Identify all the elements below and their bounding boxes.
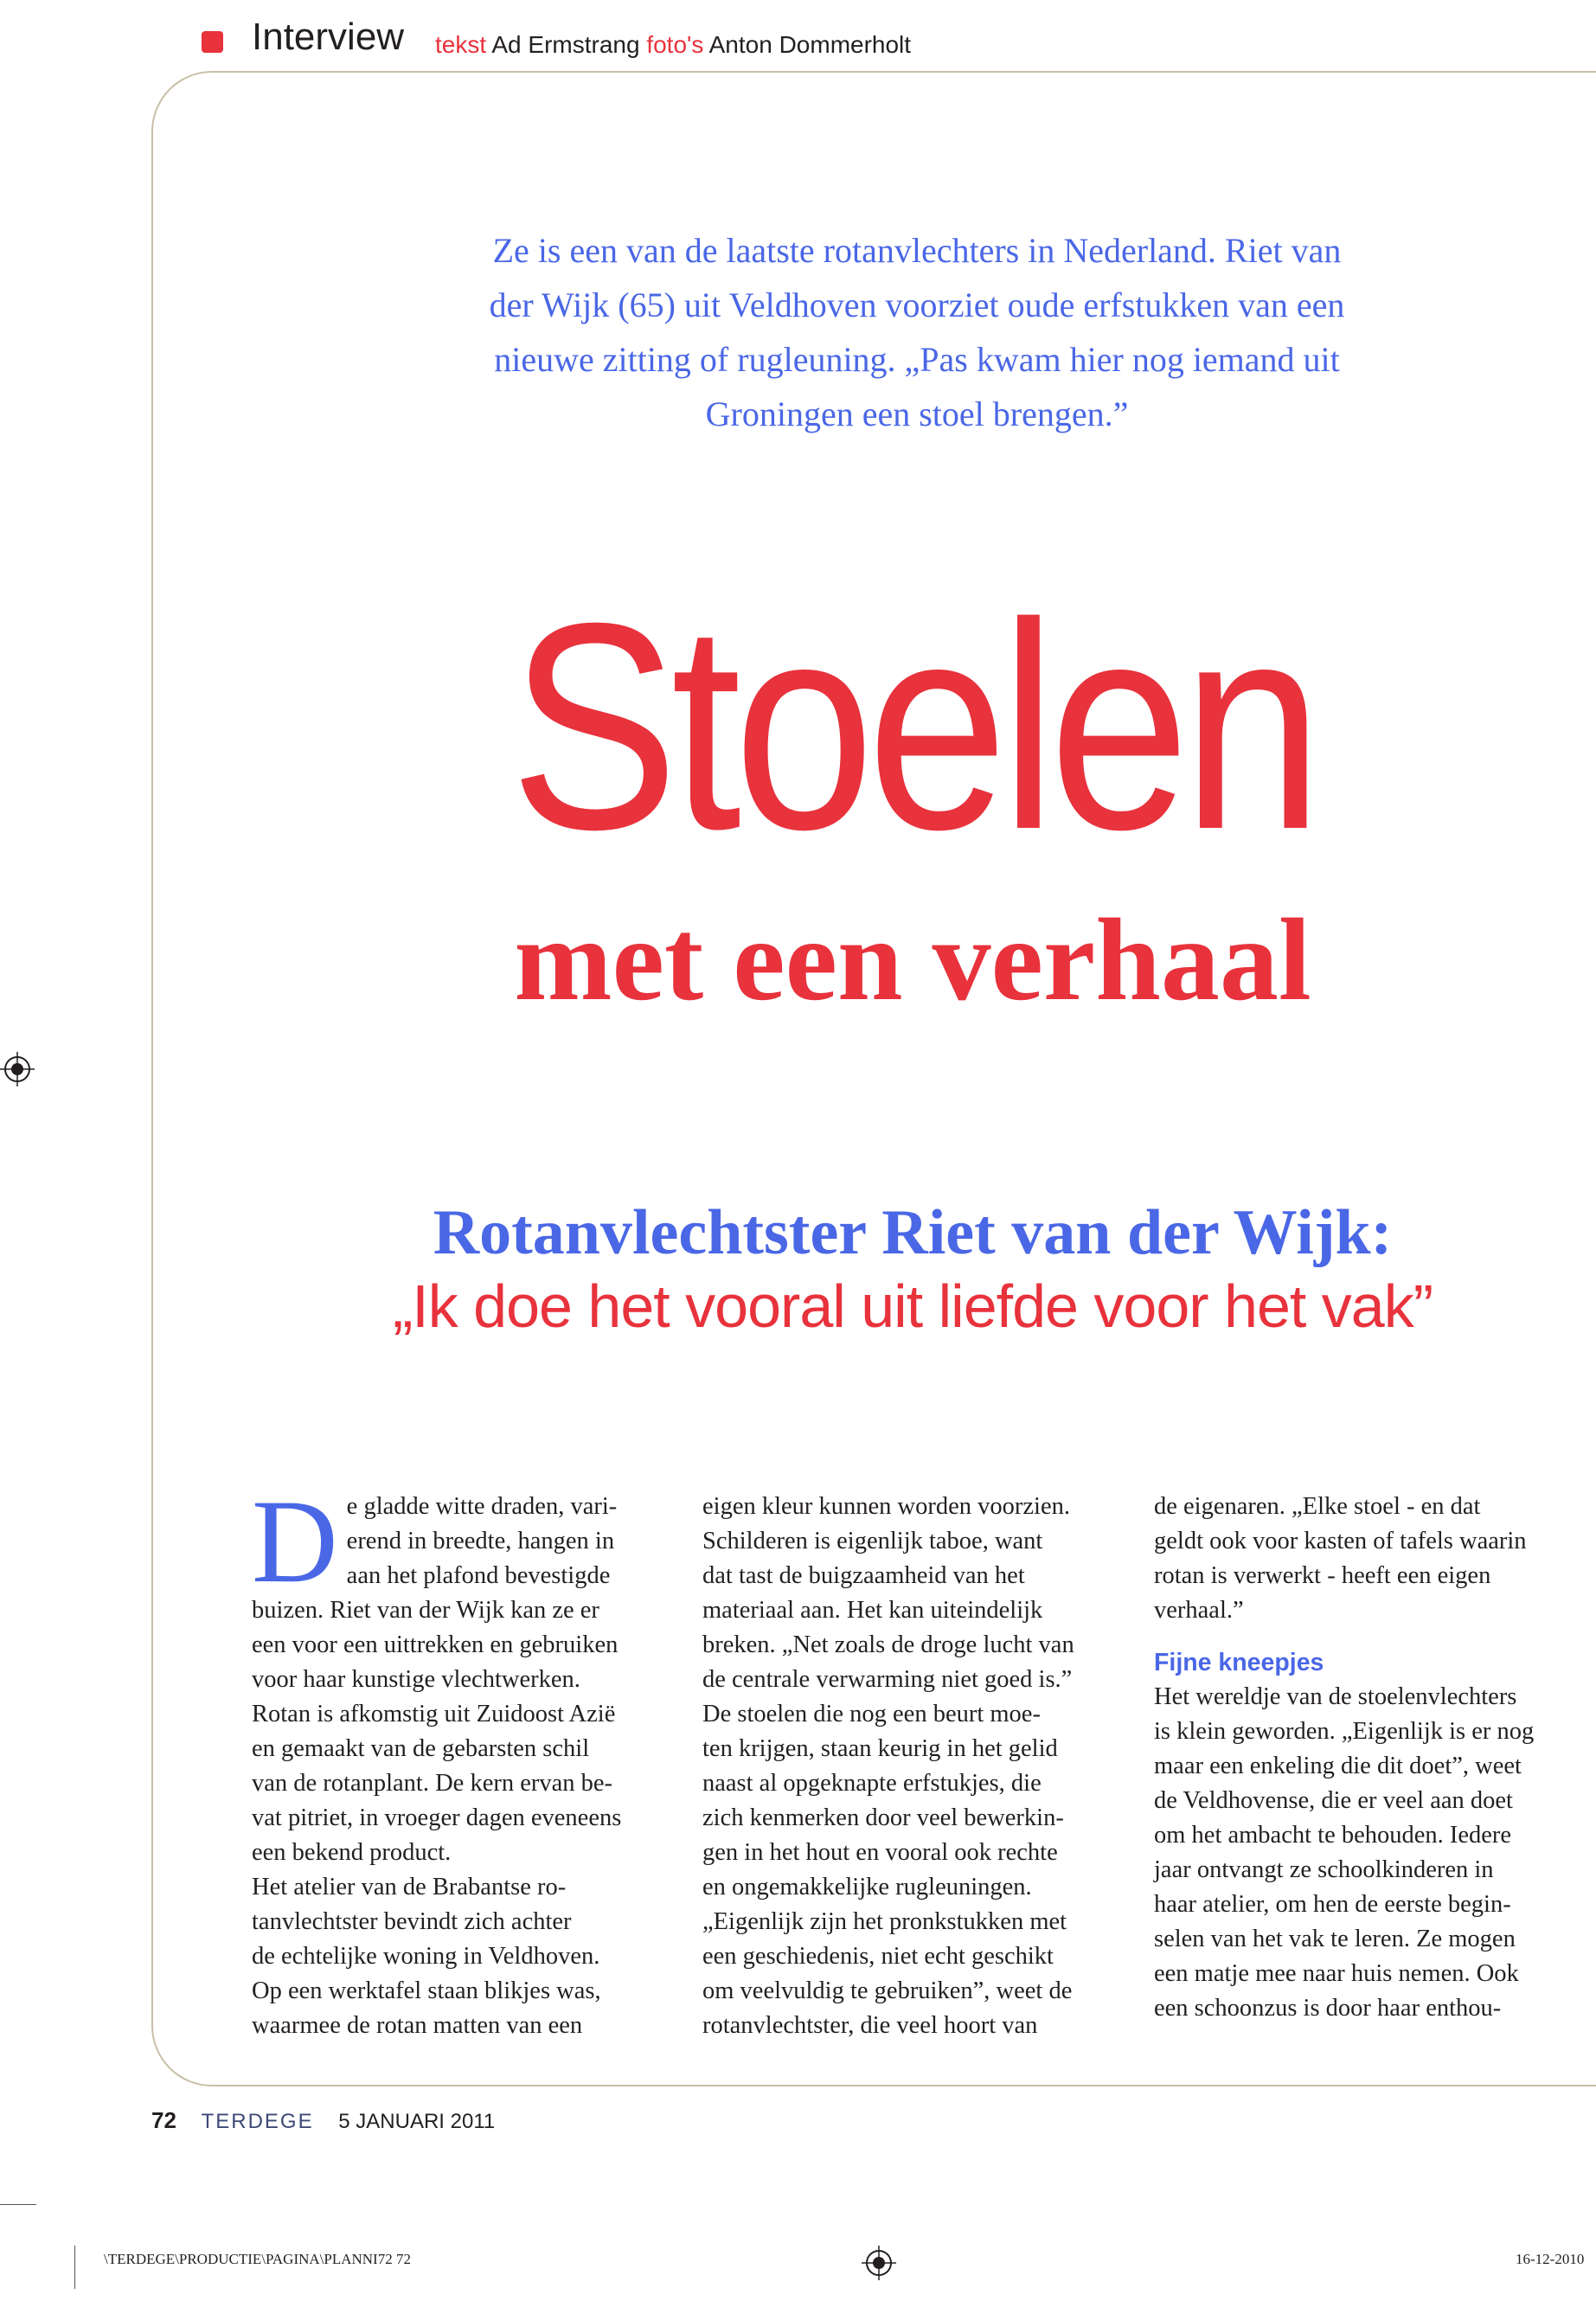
headline: Stoelen	[510, 562, 1316, 891]
body-line: tanvlechtster bevindt zich achter	[252, 1908, 572, 1935]
body-line: een schoonzus is door haar enthou-	[1154, 1995, 1502, 2022]
body-line: de Veldhovense, die er veel aan doet	[1154, 1787, 1513, 1814]
photo-credit-label: foto's	[646, 31, 704, 58]
body-line: eigen kleur kunnen worden voorzien.	[702, 1493, 1070, 1520]
body-line: Op een werktafel staan blikjes was,	[252, 1977, 601, 2004]
crop-mark	[74, 2246, 75, 2289]
body-line: breken. „Net zoals de droge lucht van	[702, 1631, 1074, 1658]
body-line: de echtelijke woning in Veldhoven.	[252, 1943, 600, 1970]
body-line: een voor een uittrekken en gebruiken	[252, 1631, 619, 1658]
section-label: Interview	[252, 16, 405, 58]
body-line: aan het plafond bevestigde	[346, 1562, 611, 1589]
body-line: een bekend product.	[252, 1839, 452, 1866]
body-line: om veelvuldig te gebruiken”, weet de	[702, 1977, 1073, 2004]
photographer-name: Anton Dommerholt	[708, 31, 912, 58]
print-slug	[104, 2251, 411, 2268]
body-line: waarmee de rotan matten van een	[252, 2012, 583, 2039]
pull-quote: „Ik doe het vooral uit liefde voor het vak”	[392, 1272, 1433, 1340]
credits	[435, 31, 911, 59]
body-line: buizen. Riet van der Wijk kan ze er	[252, 1597, 599, 1624]
body-line: „Eigenlijk zijn het pronkstukken met	[702, 1908, 1067, 1935]
body-line: zich kenmerken door veel bewerkin-	[702, 1804, 1064, 1831]
body-line: om het ambacht te behouden. Iedere	[1154, 1822, 1512, 1849]
body-line: vat pitriet, in vroeger dagen eveneens	[252, 1804, 622, 1831]
registration-mark-icon	[0, 1052, 35, 1086]
body-line: naast al opgeknapte erfstukjes, die	[702, 1770, 1042, 1797]
body-line: van de rotanplant. De kern ervan be-	[252, 1770, 613, 1797]
body-line: selen van het vak te leren. Ze mogen	[1154, 1926, 1516, 1952]
body-line: dat tast de buigzaamheid van het	[702, 1562, 1025, 1589]
body-line: de centrale verwarming niet goed is.”	[702, 1666, 1073, 1693]
body-column-1	[252, 1475, 693, 2043]
body-column-3	[1154, 1490, 1595, 2026]
body-line: een matje mee naar huis nemen. Ook	[1154, 1960, 1519, 1987]
subsection-heading: Fijne kneepjes	[1154, 1649, 1324, 1676]
body-line: materiaal aan. Het kan uiteindelijk	[702, 1597, 1043, 1624]
intro-text: Ze is een van de laatste rotanvlechters in Nederland. Riet van der Wijk (65) uit Veldhoven voorziet oude erfstukken van een nieuwe zitting of rugleuning. „Pas kwam hier nog iemand uit Groningen een stoel brengen.”	[489, 231, 1345, 433]
slug-path: \TERDEGE\PRODUCTIE\PAGINA\PLANNI72	[104, 2251, 393, 2267]
body-line: Rotan is afkomstig uit Zuidoost Azië	[252, 1701, 616, 1727]
slug-page: 72	[395, 2251, 411, 2267]
body-line: verhaal.”	[1154, 1597, 1244, 1624]
writer-name: Ad Ermstrang	[491, 31, 640, 58]
body-line: jaar ontvangt ze schoolkinderen in	[1154, 1856, 1494, 1883]
body-line: rotan is verwerkt - heeft een eigen	[1154, 1562, 1491, 1589]
body-line: de eigenaren. „Elke stoel - en dat	[1154, 1493, 1481, 1520]
body-line: is klein geworden. „Eigenlijk is er nog	[1154, 1718, 1535, 1745]
body-line: erend in breedte, hangen in	[346, 1528, 615, 1554]
body-line: De stoelen die nog een beurt moe-	[702, 1701, 1041, 1727]
subheading: Rotanvlechtster Riet van der Wijk:	[433, 1197, 1393, 1268]
body-line: voor haar kunstige vlechtwerken.	[252, 1666, 580, 1693]
body-line: Het atelier van de Brabantse ro-	[252, 1874, 567, 1900]
body-line: maar een enkeling die dit doet”, weet	[1154, 1753, 1522, 1779]
page-number: 72	[151, 2107, 176, 2133]
magazine-name: TERDEGE	[201, 2110, 314, 2133]
body-line: geldt ook voor kasten of tafels waarin	[1154, 1528, 1527, 1554]
body-line: e gladde witte draden, vari-	[346, 1493, 618, 1520]
section-marker	[202, 31, 223, 53]
body-line: gen in het hout en vooral ook rechte	[702, 1839, 1058, 1866]
registration-mark-icon	[862, 2246, 896, 2280]
body-line: en ongemakkelijke rugleuningen.	[702, 1874, 1032, 1900]
crop-mark	[0, 2204, 36, 2205]
body-line: ten krijgen, staan keurig in het gelid	[702, 1735, 1058, 1762]
body-line: een geschiedenis, niet echt geschikt	[702, 1943, 1054, 1970]
body-line: Schilderen is eigenlijk taboe, want	[702, 1528, 1043, 1554]
text-credit-label: tekst	[435, 31, 487, 58]
body-line: rotanvlechtster, die veel hoort van	[702, 2012, 1038, 2039]
body-line: en gemaakt van de gebarsten schil	[252, 1735, 590, 1762]
body-line: haar atelier, om hen de eerste begin-	[1154, 1891, 1511, 1918]
drop-cap: D	[252, 1475, 338, 1607]
body-line: Het wereldje van de stoelenvlechters	[1154, 1683, 1517, 1710]
print-date: 16-12-2010	[1516, 2251, 1585, 2267]
page-footer	[151, 2107, 495, 2134]
body-column-2	[702, 1490, 1144, 2043]
headline-sub: met een verhaal	[514, 895, 1311, 1025]
issue-date: 5 JANUARI 2011	[338, 2110, 496, 2133]
